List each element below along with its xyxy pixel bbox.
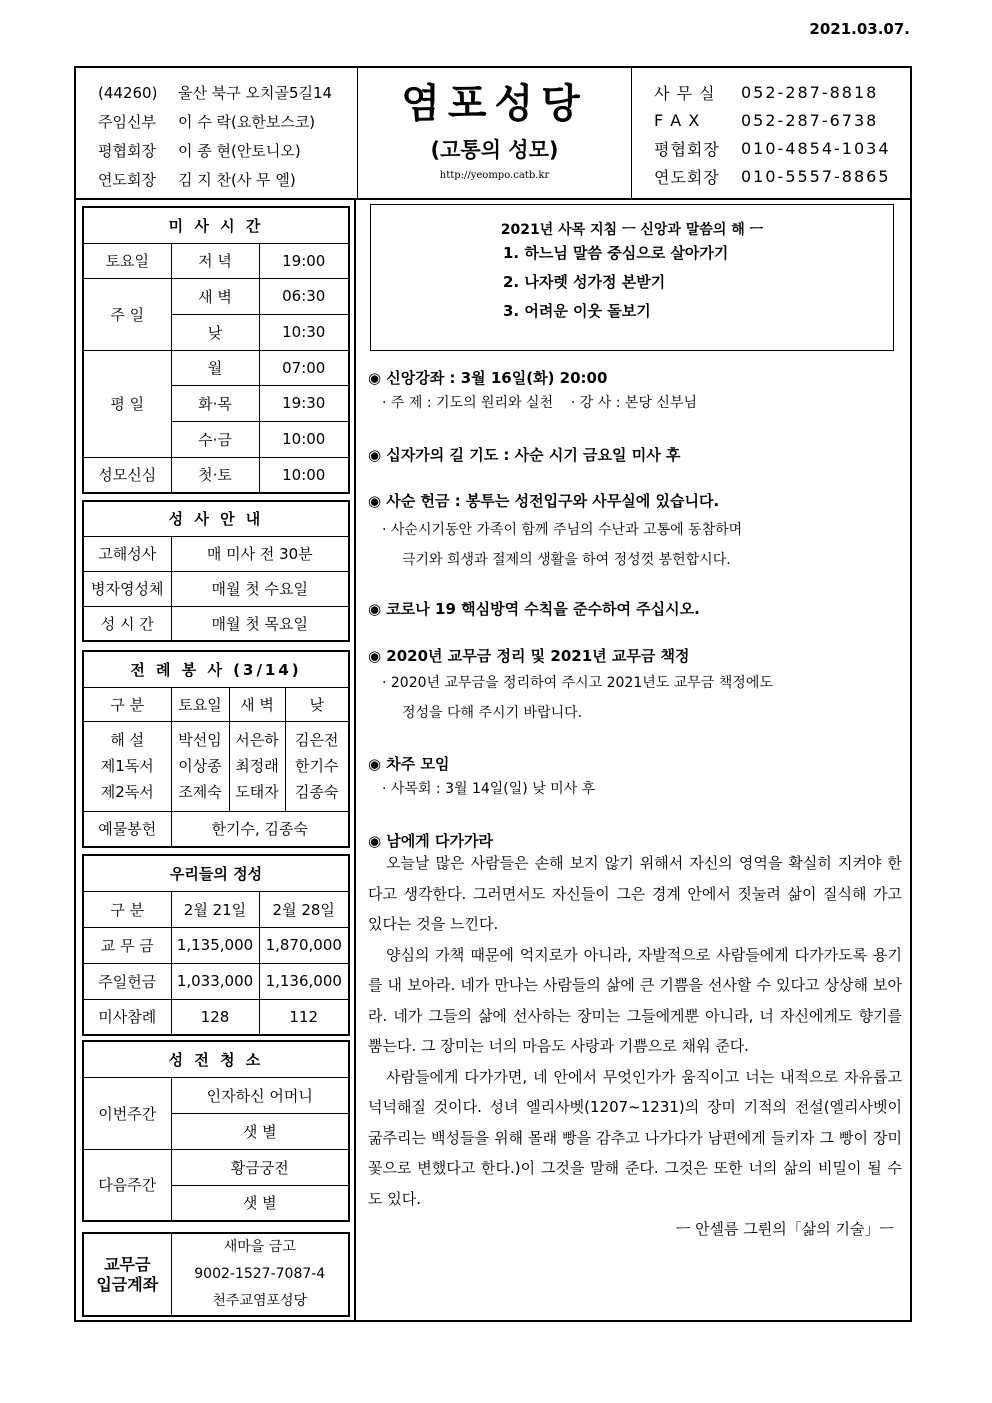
pastoral-guideline-box	[370, 204, 894, 351]
liturgy-service-table: 전 례 봉 사 (3/14) 구 분 토요일 새 벽 낮 해 설 제1독서 제2독서 박선임 이상종 조제숙 서은하 최정래 도태자 김은전 한기수 김종숙 예물봉헌 한기수, 김종숙	[82, 650, 350, 848]
essay-heading: ◉ 남에게 다가가라	[368, 832, 493, 850]
mass-schedule-title: 미 사 시 간	[83, 207, 349, 243]
address-row: (44260) 울산 북구 오치골5길14	[98, 83, 333, 102]
left-column	[74, 200, 356, 1322]
parish-title: 염포성당	[401, 81, 588, 127]
essay-paragraph: 양심의 가책 때문에 억지로가 아니라, 자발적으로 사람들에게 다가가도록 용기를 내 보아라. 네가 만나는 사람들의 삶에 큰 기쁨을 선사할 수 있다고 상상해 보아라. 네가 그들의 삶에 선사하는 장미는 그들에게뿐 아니라, 너 자신에게도 향기를 뿜는다. 그 장미는 너의 마음도 사랑과 기쁨으로 채워 준다.	[368, 945, 902, 1055]
essay-body	[368, 848, 902, 1245]
fax-row: F A X 052-287-6738	[654, 110, 879, 130]
essay-paragraph: 오늘날 많은 사람들은 손해 보지 않기 위해서 자신의 영역을 확실히 지켜야 한다고 생각한다. 그러면서도 자신들이 그은 경계 안에서 짓눌려 삶이 질식해 가고 있다는 것을 느낀다.	[368, 854, 902, 933]
essay-paragraph: 사람들에게 다가가면, 네 안에서 무엇인가가 움직이고 너는 내적으로 자유롭고 넉넉해질 것이다. 성녀 엘리사벳(1207~1231)의 장미 기적의 전설(엘리사벳이 굶주리는 백성들을 위해 몰래 빵을 감추고 나가다가 남편에게 들키자 그 빵이 장미꽃으로 변했다고 한다.)이 그것을 말해 준다. 그것은 또한 너의 삶의 비밀이 될 수도 있다.	[368, 1067, 902, 1208]
right-column	[356, 200, 912, 1322]
offering-table: 우리들의 정성 구 분 2월 21일 2월 28일 교 무 금 1,135,000 1,870,000 주일헌금 1,033,000 1,136,000 미사참례 128 112	[82, 854, 350, 1036]
notice-stations-of-cross: ◉ 십자가의 길 기도 : 사순 시기 금요일 미사 후	[368, 446, 681, 464]
liturgy-title: 전 례 봉 사 (3/14)	[83, 651, 349, 687]
parish-subtitle: (고통의 성모)	[430, 138, 559, 162]
notice-covid: ◉ 코로나 19 핵심방역 수칙을 준수하여 주십시오.	[368, 600, 700, 618]
sacrament-table: 성 사 안 내 고해성사 매 미사 전 30분 병자영성체 매월 첫 수요일 성 시 간 매월 첫 목요일	[82, 500, 350, 642]
notice-faith-lecture: ◉ 신앙강좌 : 3월 16일(화) 20:00 · 주 제 : 기도의 원리와 실천 · 강 사 : 본당 신부님	[368, 369, 697, 411]
council-president-row: 평협회장 이 종 현(안토니오)	[98, 142, 301, 160]
bulletin-date: 2021.03.07.	[809, 20, 910, 38]
cleaning-title: 성 전 청 소	[83, 1041, 349, 1077]
parish-url[interactable]: http://yeompo.catb.kr	[439, 170, 550, 181]
yeondo-president-row: 연도회장 김 지 찬(사 무 엘)	[98, 171, 296, 189]
council-phone-row: 평협회장 010-4854-1034	[654, 138, 891, 159]
parish-info	[76, 68, 358, 198]
pastoral-item: 2. 나자렛 성가정 본받기	[503, 273, 666, 291]
pastoral-item: 1. 하느님 말씀 중심으로 살아가기	[503, 244, 729, 262]
yeondo-phone-row: 연도회장 010-5557-8865	[654, 166, 891, 187]
header	[74, 66, 912, 200]
office-phone-row: 사 무 실 052-287-8818	[654, 82, 879, 103]
contact-info	[632, 68, 910, 198]
notice-next-meeting: ◉ 차주 모임 · 사목회 : 3월 14일(일) 낮 미사 후	[368, 755, 596, 797]
account-table: 교무금 입금계좌 새마을 금고 9002-1527-7087-4 천주교염포성당	[82, 1232, 350, 1317]
pastoral-item: 3. 어려운 이웃 돌보기	[503, 302, 651, 320]
notice-tithe: ◉ 2020년 교무금 정리 및 2021년 교무금 책정 · 2020년 교무금을 정리하여 주시고 2021년도 교무금 책정에도 정성을 다해 주시기 바랍니다.	[368, 647, 773, 721]
offering-title: 우리들의 정성	[83, 855, 349, 891]
pastor-row: 주임신부 이 수 락(요한보스코)	[98, 113, 316, 131]
essay-source: ㅡ 안셀름 그륀의「삶의 기술」ㅡ	[675, 1220, 894, 1238]
mass-schedule-table: 미 사 시 간 토요일 저 녁 19:00 주 일 새 벽 06:30 낮 10:30 평 일 월 07:00 화·목 19:30 수·금 10:00 성모신심 첫·토 10:00	[82, 206, 350, 494]
sacrament-title: 성 사 안 내	[83, 501, 349, 536]
title-block	[358, 68, 632, 198]
notice-lent-offering: ◉ 사순 헌금 : 봉투는 성전입구와 사무실에 있습니다. · 사순시기동안 가족이 함께 주님의 수난과 고통에 동참하며 극기와 희생과 절제의 생활을 하여 정성껏 봉헌합시다.	[368, 492, 743, 568]
pastoral-title: 2021년 사목 지침 ㅡ 신앙과 말씀의 해 ㅡ	[500, 222, 764, 238]
cleaning-table: 성 전 청 소 이번주간 인자하신 어머니 샛 별 다음주간 황금궁전 샛 별	[82, 1040, 350, 1222]
